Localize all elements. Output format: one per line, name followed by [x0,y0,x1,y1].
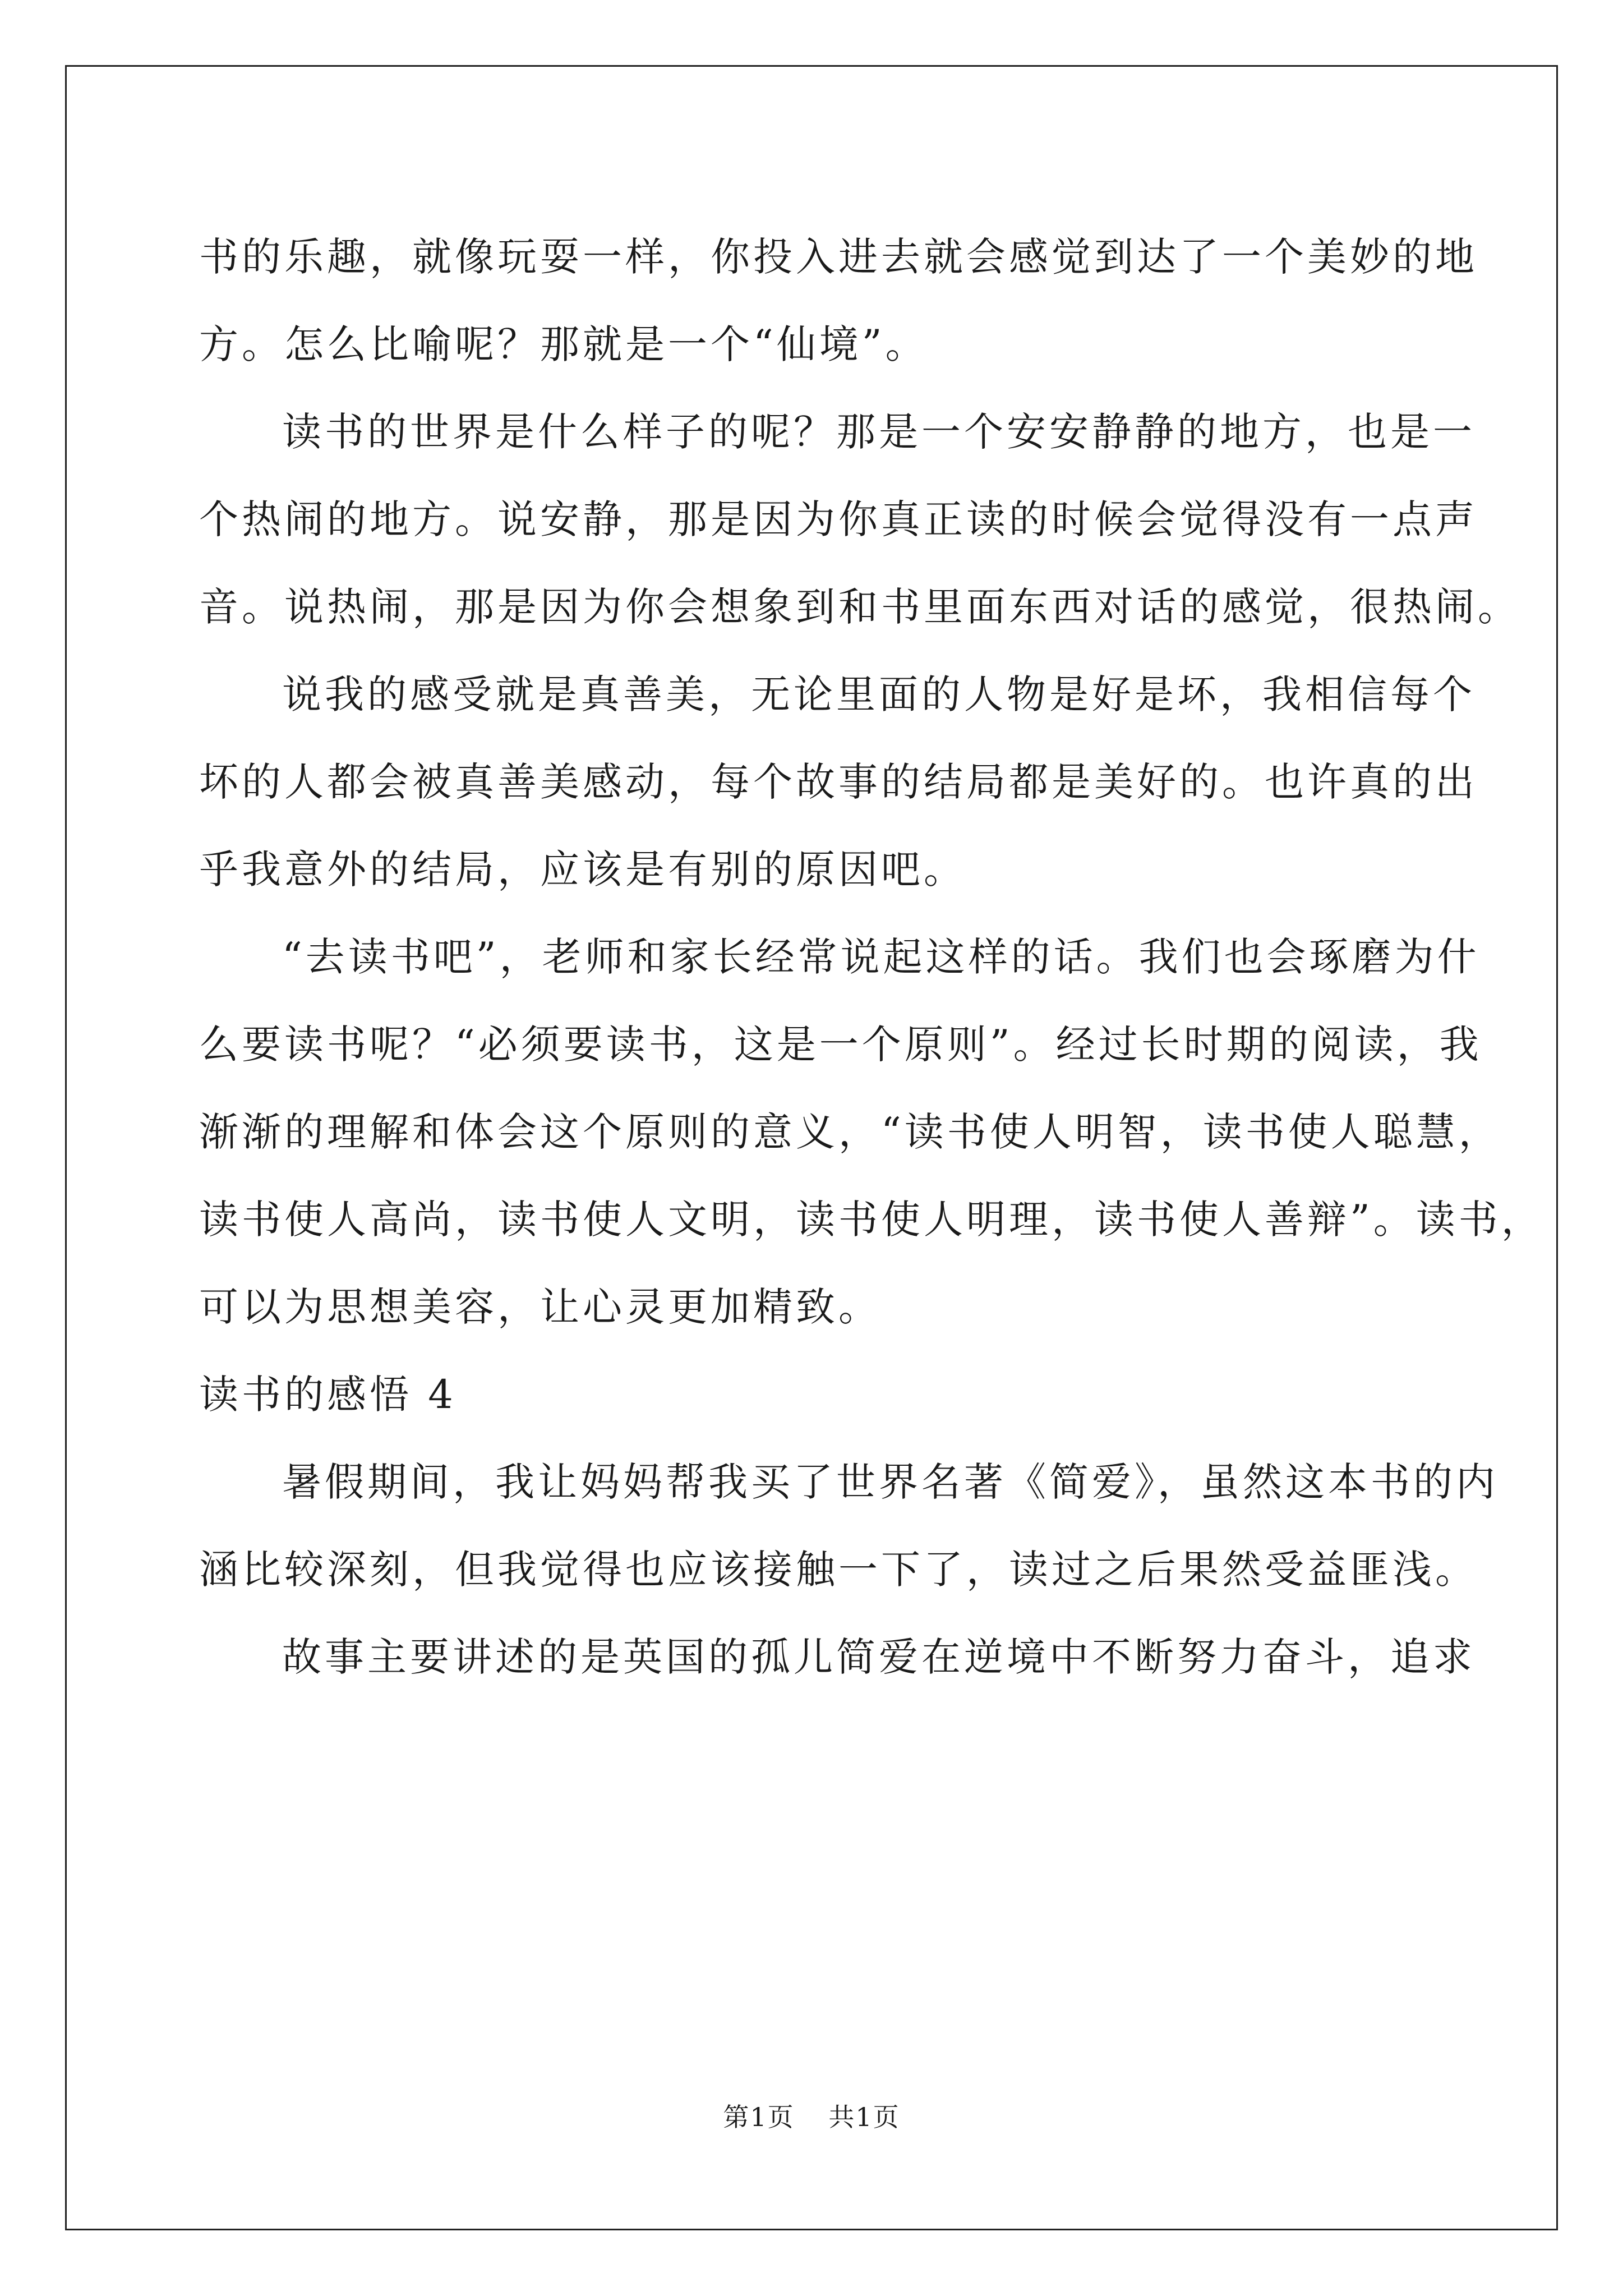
paragraph-line: 故事主要讲述的是英国的孤儿简爱在逆境中不断努力奋斗，追求 [282,1634,1476,1680]
paragraph-line: 读书使人高尚，读书使人文明，读书使人明理，读书使人善辩”。读书， [199,1197,1544,1243]
paragraph-line: 个热闹的地方。说安静，那是因为你真正读的时候会觉得没有一点声 [199,496,1478,542]
page-total: 共1页 [828,2102,900,2132]
paragraph-line: “去读书吧”，老师和家长经常说起这样的话。我们也会琢磨为什 [282,934,1480,980]
paragraph-line: 乎我意外的结局，应该是有别的原因吧。 [199,846,966,892]
paragraph-line: 渐渐的理解和体会这个原则的意义，“读书使人明智，读书使人聪慧， [199,1109,1501,1155]
section-heading: 读书的感悟 4 [199,1372,457,1418]
paragraph-line: 音。说热闹，那是因为你会想象到和书里面东西对话的感觉，很热闹。 [199,584,1520,630]
paragraph-line: 方。怎么比喻呢？那就是一个“仙境”。 [199,321,928,367]
paragraph-line: 说我的感受就是真善美，无论里面的人物是好是坏，我相信每个 [282,671,1476,717]
page-number: 第1页 [723,2102,795,2132]
paragraph-line: 么要读书呢？“必须要读书，这是一个原则”。经过长时期的阅读，我 [199,1022,1482,1068]
paragraph-line: 书的乐趣，就像玩耍一样，你投入进去就会感觉到达了一个美妙的地 [199,234,1478,280]
paragraph-line: 暑假期间，我让妈妈帮我买了世界名著《简爱》，虽然这本书的内 [282,1459,1498,1505]
paragraph-line: 可以为思想美容，让心灵更加精致。 [199,1284,881,1330]
document-body [199,213,1544,1701]
paragraph-line: 涵比较深刻，但我觉得也应该接触一下了，读过之后果然受益匪浅。 [199,1547,1478,1593]
paragraph-line: 读书的世界是什么样子的呢？那是一个安安静静的地方，也是一 [282,409,1476,455]
paragraph-line: 坏的人都会被真善美感动，每个故事的结局都是美好的。也许真的出 [199,759,1478,805]
page-footer [0,2100,1623,2134]
